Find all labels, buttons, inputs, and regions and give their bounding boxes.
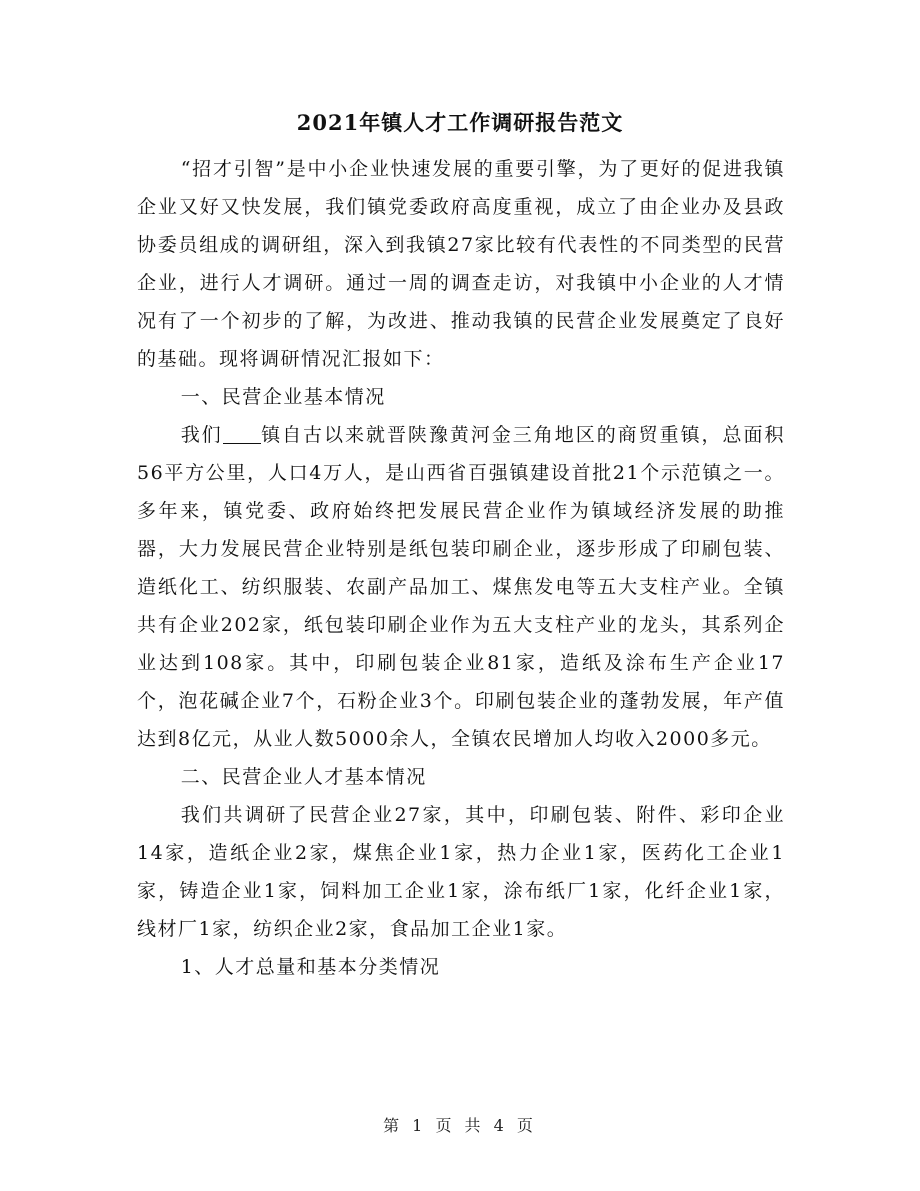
document-body [137,150,785,986]
intro-paragraph: “招才引智”是中小企业快速发展的重要引擎，为了更好的促进我镇企业又好又快发展，我们镇党委政府高度重视，成立了由企业办及县政协委员组成的调研组，深入到我镇27家比较有代表性的不同类型的民营企业，进行人才调研。通过一周的调查走访，对我镇中小企业的人才情况有了一个初步的了解，为改进、推动我镇的民营企业发展奠定了良好的基础。现将调研情况汇报如下： [137,158,785,370]
page-footer: 第 1 页 共 4 页 [383,1116,537,1135]
basic-situation-paragraph [137,416,785,758]
document-title: 2021年镇人才工作调研报告范文 [296,110,624,135]
talent-survey-paragraph: 我们共调研了民营企业27家，其中，印刷包装、附件、彩印企业14家，造纸企业2家，煤焦企业1家，热力企业1家，医药化工企业1家，铸造企业1家，饲料加工企业1家，涂布纸厂1家，化纤企业1家，线材厂1家，纺织企业2家，食品加工企业1家。 [137,804,785,940]
paragraph-lead-text: 我们 [180,424,223,446]
paragraph-body-text: 镇自古以来就晋陕豫黄河金三角地区的商贸重镇，总面积56平方公里，人口4万人，是山西省百强镇建设首批21个示范镇之一。多年来，镇党委、政府始终把发展民营企业作为镇域经济发展的助推器，大力发展民营企业特别是纸包装印刷企业，逐步形成了印刷包装、造纸化工、纺织服装、农副产品加工、煤焦发电等五大支柱产业。全镇共有企业202家，纸包装印刷企业作为五大支柱产业的龙头，其系列企业达到108家。其中，印刷包装企业81家，造纸及涂布生产企业17个，泡花碱企业7个，石粉企业3个。印刷包装企业的蓬勃发展，年产值达到8亿元，从业人数5000余人，全镇农民增加人均收入2000多元。 [137,424,785,750]
subsection-heading-1: 1、人才总量和基本分类情况 [180,956,441,978]
fill-in-blank [223,423,261,444]
section-heading-2: 二、民营企业人才基本情况 [180,766,427,788]
section-heading-1: 一、民营企业基本情况 [180,386,386,408]
